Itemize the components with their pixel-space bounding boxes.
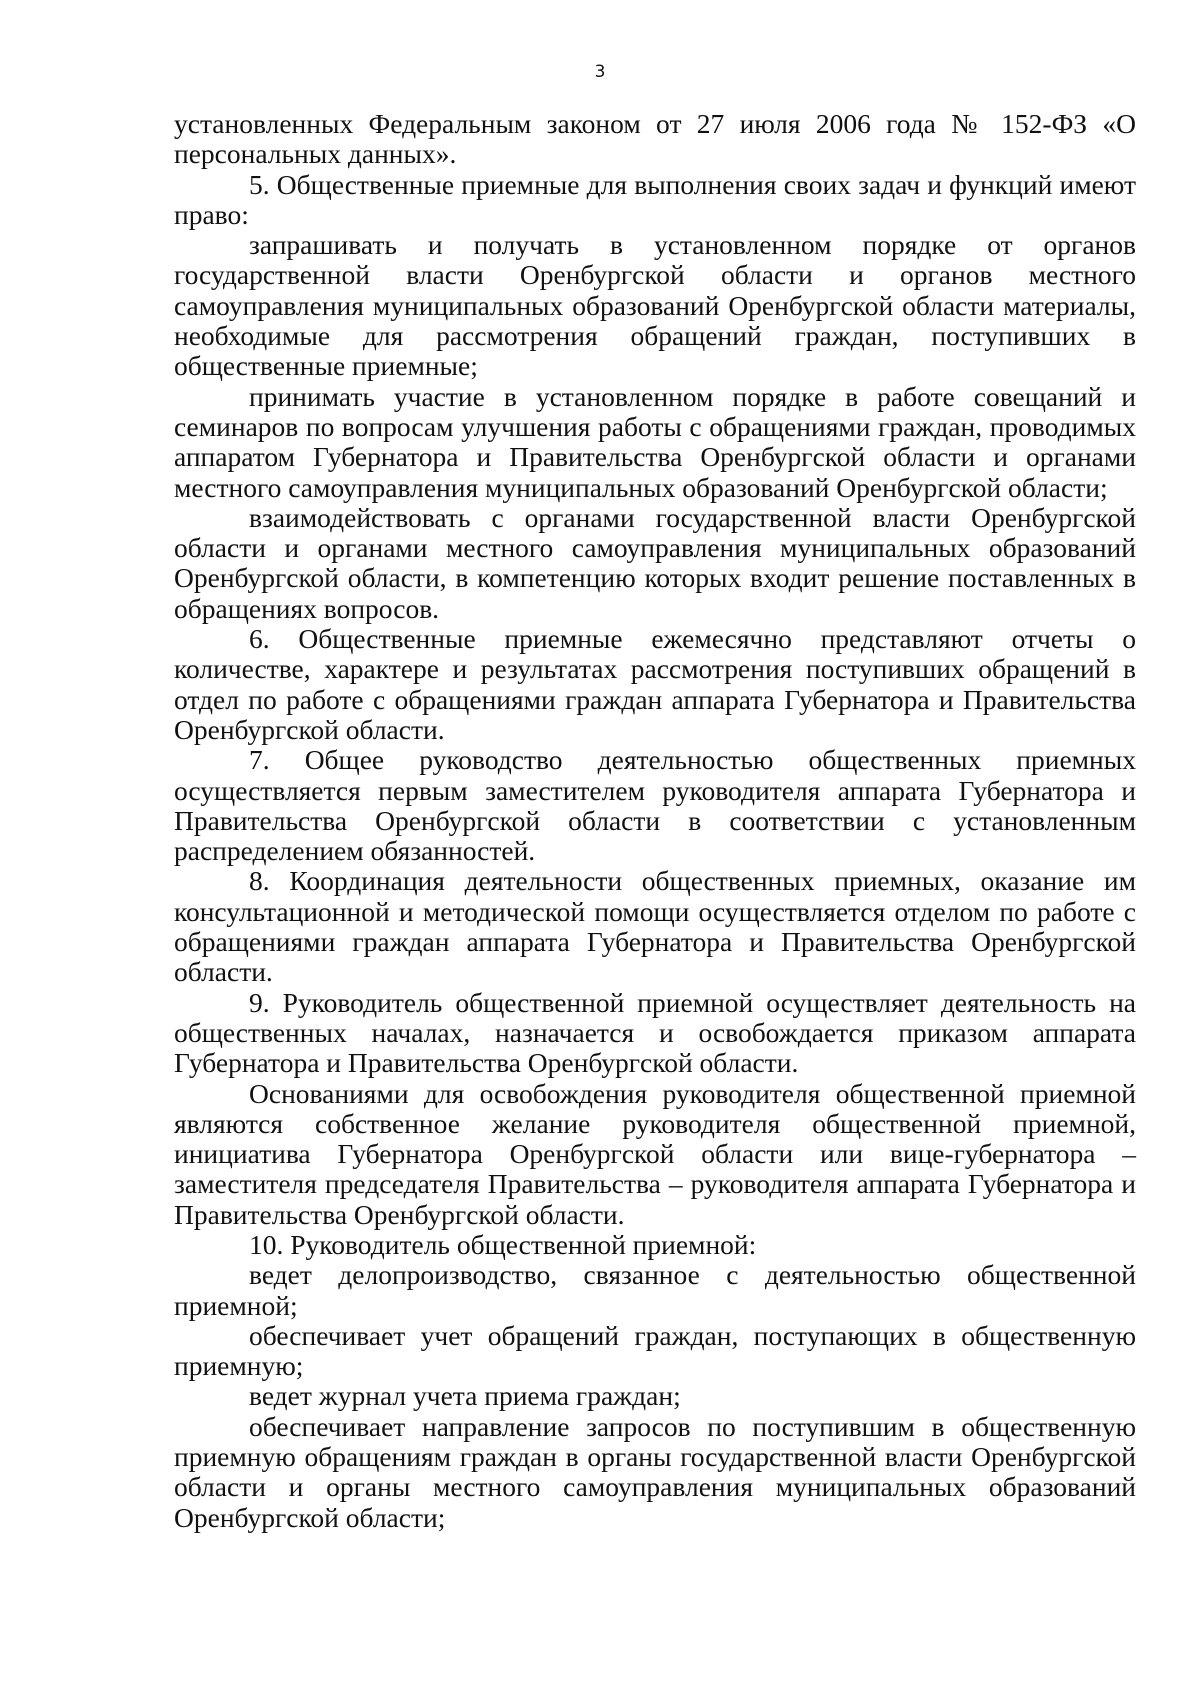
paragraph-send-requests: обеспечивает направление запросов по поступившим в общественную приемную обращениям граждан в органы государственной власти Оренбургской области и органы местного самоуправления муниципальных образований Оренбургской области; [174,1410,1136,1533]
paragraph-item-6: 6. Общественные приемные ежемесячно представляют отчеты о количестве, характере и результатах рассмотрения поступивших обращений в отдел по работе с обращениями граждан аппарата Губернатора и Правительства Оренбургской области. [174,623,1136,745]
paragraph-request-materials: запрашивать и получать в установленном порядке от органов государственной власти Оренбургской области и органов местного самоуправления муниципальных образований Оренбургской области материалы, необходимые для рассмотрения обращений граждан, поступивших в общественные приемные; [174,229,1136,382]
paragraph-item-9: 9. Руководитель общественной приемной осуществляет деятельность на общественных началах, назначается и освобождается приказом аппарата Губернатора и Правительства Оренбургской области. [174,986,1136,1079]
paragraph-continuation: установленных Федеральным законом от 27 июля 2006 года № 152-ФЗ «О персональных данных». [174,108,1136,170]
paragraph-participate-meetings: принимать участие в установленном порядке в работе совещаний и семинаров по вопросам улучшения работы с обращениями граждан, проводимых аппаратом Губернатора и Правительства Оренбургской области и органами местного самоуправления муниципальных образований Оренбургской области; [174,380,1136,503]
paragraph-appeal-accounting: обеспечивает учет обращений граждан, поступающих в общественную приемную; [174,1319,1136,1382]
paragraph-item-8: 8. Координация деятельности общественных приемных, оказание им консультационной и методической помощи осуществляется отделом по работе с обращениями граждан аппарата Губернатора и Правительства Оренбургской области. [174,865,1136,988]
paragraph-item-5: 5. Общественные приемные для выполнения своих задач и функций имеют право: [174,168,1136,230]
paragraph-reception-log: ведет журнал учета приема граждан; [249,1380,681,1412]
paragraph-release-grounds: Основаниями для освобождения руководителя общественной приемной являются собственное желание руководителя общественной приемной, инициатива Губернатора Оренбургской области или вице-губернатора – заместителя председателя Правительства – руководителя аппарата Губернатора и Правительства Оренбургской области. [174,1077,1136,1230]
document-body [174,109,1136,1533]
paragraph-item-7: 7. Общее руководство деятельностью общественных приемных осуществляется первым заместителем руководителя аппарата Губернатора и Правительства Оренбургской области в соответствии с установленным распределением обязанностей. [174,744,1136,867]
paragraph-record-keeping: ведет делопроизводство, связанное с деятельностью общественной приемной; [174,1259,1136,1321]
paragraph-interact-authorities: взаимодействовать с органами государственной власти Оренбургской области и органами местного самоуправления муниципальных образований Оренбургской области, в компетенцию которых входит решение поставленных в обращениях вопросов. [174,501,1136,624]
paragraph-item-10: 10. Руководитель общественной приемной: [249,1228,757,1260]
page-number: 3 [594,62,606,82]
